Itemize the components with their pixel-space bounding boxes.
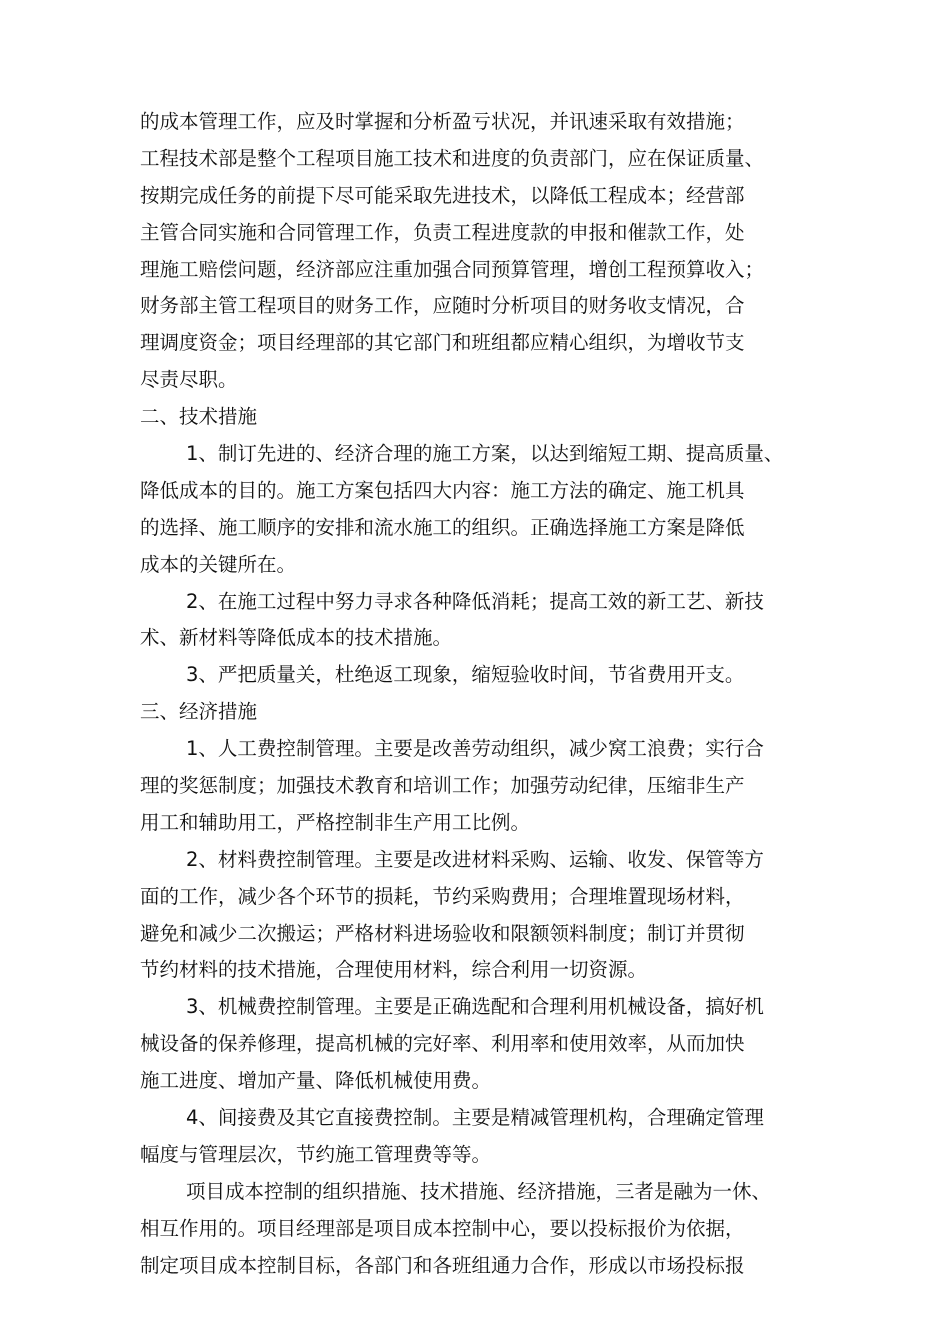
text-line: 主管合同实施和合同管理工作，负责工程进度款的申报和催款工作，处 [140, 220, 745, 244]
text-line: 2、材料费控制管理。主要是改进材料采购、运输、收发、保管等方 [186, 847, 764, 871]
text-line: 面的工作，减少各个环节的损耗，节约采购费用；合理堆置现场材料， [140, 884, 745, 908]
text-line: 3、机械费控制管理。主要是正确选配和合理利用机械设备，搞好机 [186, 995, 764, 1019]
text-line: 幅度与管理层次，节约施工管理费等等。 [140, 1142, 492, 1166]
body-text [140, 104, 840, 1285]
text-line: 三、经济措施 [140, 700, 258, 724]
text-line: 工程技术部是整个工程项目施工技术和进度的负责部门，应在保证质量、 [140, 146, 765, 170]
text-line: 术、新材料等降低成本的技术措施。 [140, 626, 453, 650]
text-line: 的选择、施工顺序的安排和流水施工的组织。正确选择施工方案是降低 [140, 515, 745, 539]
text-line: 2、在施工过程中努力寻求各种降低消耗；提高工效的新工艺、新技 [186, 589, 764, 613]
text-line: 用工和辅助用工，严格控制非生产用工比例。 [140, 810, 531, 834]
text-line: 节约材料的技术措施，合理使用材料，综合利用一切资源。 [140, 958, 648, 982]
text-line: 1、制订先进的、经济合理的施工方案，以达到缩短工期、提高质量、 [186, 442, 784, 466]
text-line: 理的奖惩制度；加强技术教育和培训工作；加强劳动纪律，压缩非生产 [140, 774, 745, 798]
text-line: 1、人工费控制管理。主要是改善劳动组织，减少窝工浪费；实行合 [186, 737, 764, 761]
text-line: 相互作用的。项目经理部是项目成本控制中心，要以投标报价为依据， [140, 1216, 745, 1240]
text-line: 施工进度、增加产量、降低机械使用费。 [140, 1069, 492, 1093]
text-line: 理施工赔偿问题，经济部应注重加强合同预算管理，增创工程预算收入； [140, 257, 765, 281]
text-line: 尽责尽职。 [140, 368, 238, 392]
text-line: 制定项目成本控制目标，各部门和各班组通力合作，形成以市场投标报 [140, 1253, 745, 1277]
text-line: 3、严把质量关，杜绝返工现象，缩短验收时间，节省费用开支。 [186, 663, 745, 687]
text-line: 降低成本的目的。施工方案包括四大内容：施工方法的确定、施工机具 [140, 478, 745, 502]
text-line: 的成本管理工作，应及时掌握和分析盈亏状况，并讯速采取有效措施； [140, 110, 745, 133]
text-line: 项目成本控制的组织措施、技术措施、经济措施，三者是融为一休、 [186, 1179, 772, 1203]
text-line: 财务部主管工程项目的财务工作，应随时分析项目的财务收支情况，合 [140, 294, 745, 318]
text-line: 理调度资金；项目经理部的其它部门和班组都应精心组织，为增收节支 [140, 331, 745, 355]
text-line: 械设备的保养修理，提高机械的完好率、利用率和使用效率，从而加快 [140, 1032, 745, 1056]
text-line: 二、技术措施 [140, 405, 258, 429]
text-line: 避免和减少二次搬运；严格材料进场验收和限额领料制度；制订并贯彻 [140, 921, 745, 945]
text-line: 成本的关键所在。 [140, 552, 297, 576]
text-line: 4、间接费及其它直接费控制。主要是精减管理机构，合理确定管理 [186, 1106, 764, 1130]
text-line: 按期完成任务的前提下尽可能采取先进技术，以降低工程成本；经营部 [140, 183, 745, 207]
